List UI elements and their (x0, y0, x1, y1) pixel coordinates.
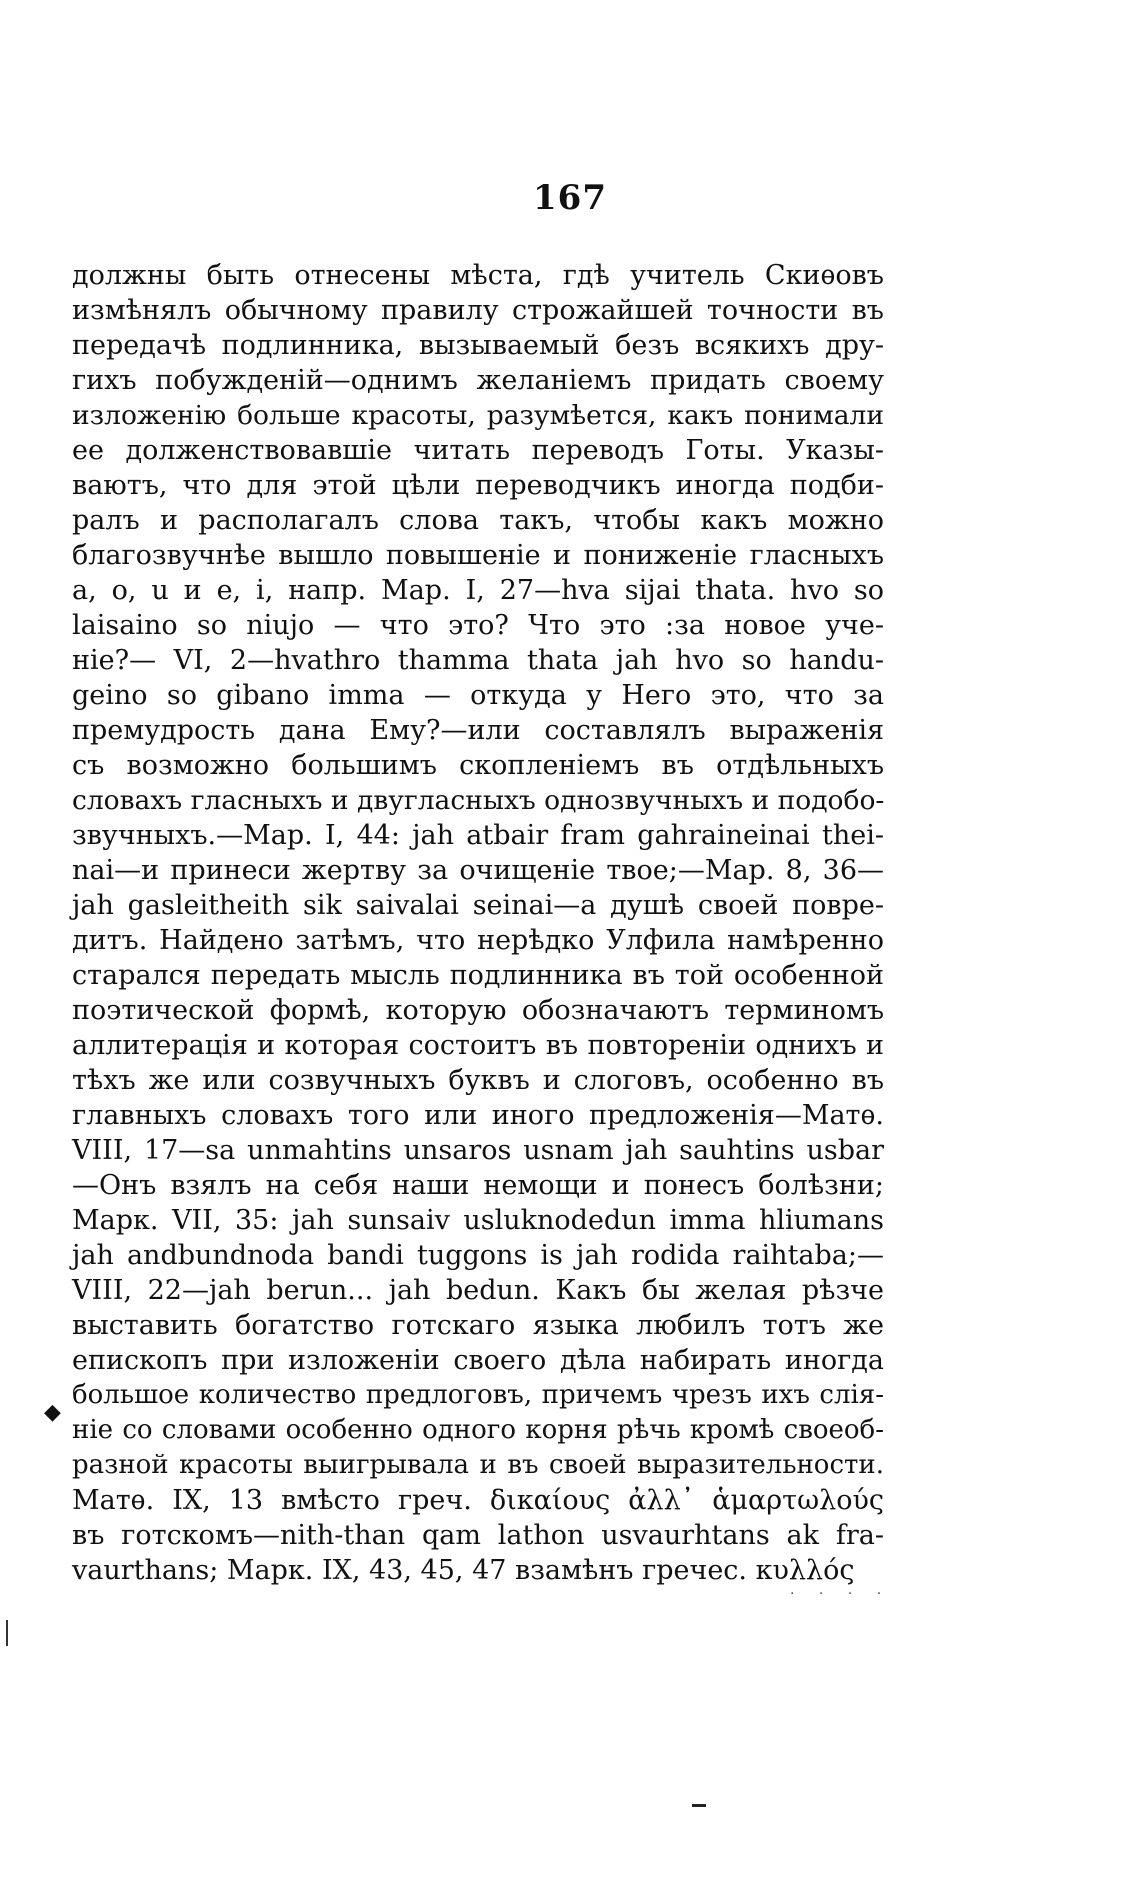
text-line: VIII, 17—sa unmahtins unsaros usnam jah sauhtins usbar (72, 1135, 884, 1166)
text-line: дитъ. Найдено затѣмъ, что нерѣдко Улфила намѣренно (72, 925, 884, 956)
text-line: vaurthans; Марк. IX, 43, 45, 47 взамѣнъ гречес. κυλλός (72, 1555, 855, 1586)
text-line: звучныхъ.—Мар. I, 44: jah atbair fram gahraineinai thei- (72, 820, 884, 851)
text-line: ніе со словами особенно одного корня рѣчь кромѣ своеоб- (72, 1415, 884, 1445)
text-line: Марк. VII, 35: jah sunsaiv usluknodedun imma hliumans (72, 1205, 884, 1236)
text-line: jah gasleitheith sik saivalai seinai—а душѣ своей повре- (72, 890, 884, 921)
text-line: a, o, u и e, i, напр. Мар. I, 27—hva sijai thata. hvo so (72, 575, 884, 606)
page-number: 167 (533, 178, 607, 218)
text-line: jah andbundnoda bandi tuggons is jah rodida raihtaba;— (72, 1240, 884, 1271)
text-line: благозвучнѣе вышло повышеніе и пониженіе гласныхъ (72, 540, 884, 571)
text-line: nai—и принеси жертву за очищеніе твое;—Мар. 8, 36— (72, 855, 884, 886)
text-line: должны быть отнесены мѣста, гдѣ учитель Скиѳовъ (72, 260, 884, 291)
text-line: передачѣ подлинника, вызываемый безъ всякихъ дру- (72, 330, 884, 361)
text-line: тѣхъ же или созвучныхъ буквъ и слоговъ, особенно въ (72, 1065, 884, 1096)
text-line: ралъ и располагалъ слова такъ, чтобы какъ можно (72, 505, 884, 536)
text-line: съ возможно большимъ скопленіемъ въ отдѣльныхъ (72, 750, 884, 781)
margin-rule (6, 1620, 8, 1646)
text-line: аллитерація и которая состоитъ въ повтореніи однихъ и (72, 1030, 884, 1061)
text-line: словахъ гласныхъ и двугласныхъ однозвучныхъ и подобо- (72, 785, 885, 816)
margin-dot-icon: ◆ (44, 1400, 61, 1425)
text-line: —Онъ взялъ на себя наши немощи и понесъ болѣзни; (72, 1170, 884, 1201)
bottom-dash (692, 1804, 706, 1807)
text-line: ее долженствовавшіе читать переводъ Готы. Указы- (72, 435, 884, 466)
text-line: поэтической формѣ, которую обозначаютъ терминомъ (72, 995, 884, 1026)
text-line: измѣнялъ обычному правилу строжайшей точности въ (72, 295, 884, 326)
print-specks: . . . . (790, 1582, 892, 1598)
text-line: большое количество предлоговъ, причемъ чрезъ ихъ слія- (72, 1380, 884, 1410)
text-line: епископъ при изложеніи своего дѣла набирать иногда (72, 1345, 884, 1376)
text-line: Матѳ. IX, 13 вмѣсто греч. δικαίους ἀλλ᾽ ἁμαρτωλούς (72, 1485, 884, 1516)
text-line: старался передать мысль подлинника въ той особенной (72, 960, 884, 991)
text-line: изложенію больше красоты, разумѣется, какъ понимали (72, 400, 884, 431)
text-line: въ готскомъ—nith-than qam lathon usvaurhtans ak fra- (72, 1520, 884, 1551)
body-text (72, 258, 884, 1588)
text-line: разной красоты выигрывала и въ своей выразительности. (72, 1450, 884, 1480)
text-line: ніе?— VI, 2—hvathro thamma thata jah hvo so handu- (72, 645, 884, 676)
text-line: laisaino so niujo — что это? Что это :за новое уче- (72, 610, 884, 641)
text-line: гихъ побужденій—однимъ желаніемъ придать своему (72, 365, 884, 396)
text-line: выставить богатство готскаго языка любилъ тотъ же (72, 1310, 884, 1341)
text-line: VIII, 22—jah berun... jah bedun. Какъ бы желая рѣзче (72, 1275, 884, 1306)
text-line: ваютъ, что для этой цѣли переводчикъ иногда подби- (72, 470, 884, 501)
text-line: главныхъ словахъ того или иного предложенія—Матѳ. (72, 1100, 884, 1131)
text-line: премудрость дана Ему?—или составлялъ выраженія (72, 715, 884, 746)
text-line: geino so gibano imma — откуда у Него это, что за (72, 680, 884, 711)
